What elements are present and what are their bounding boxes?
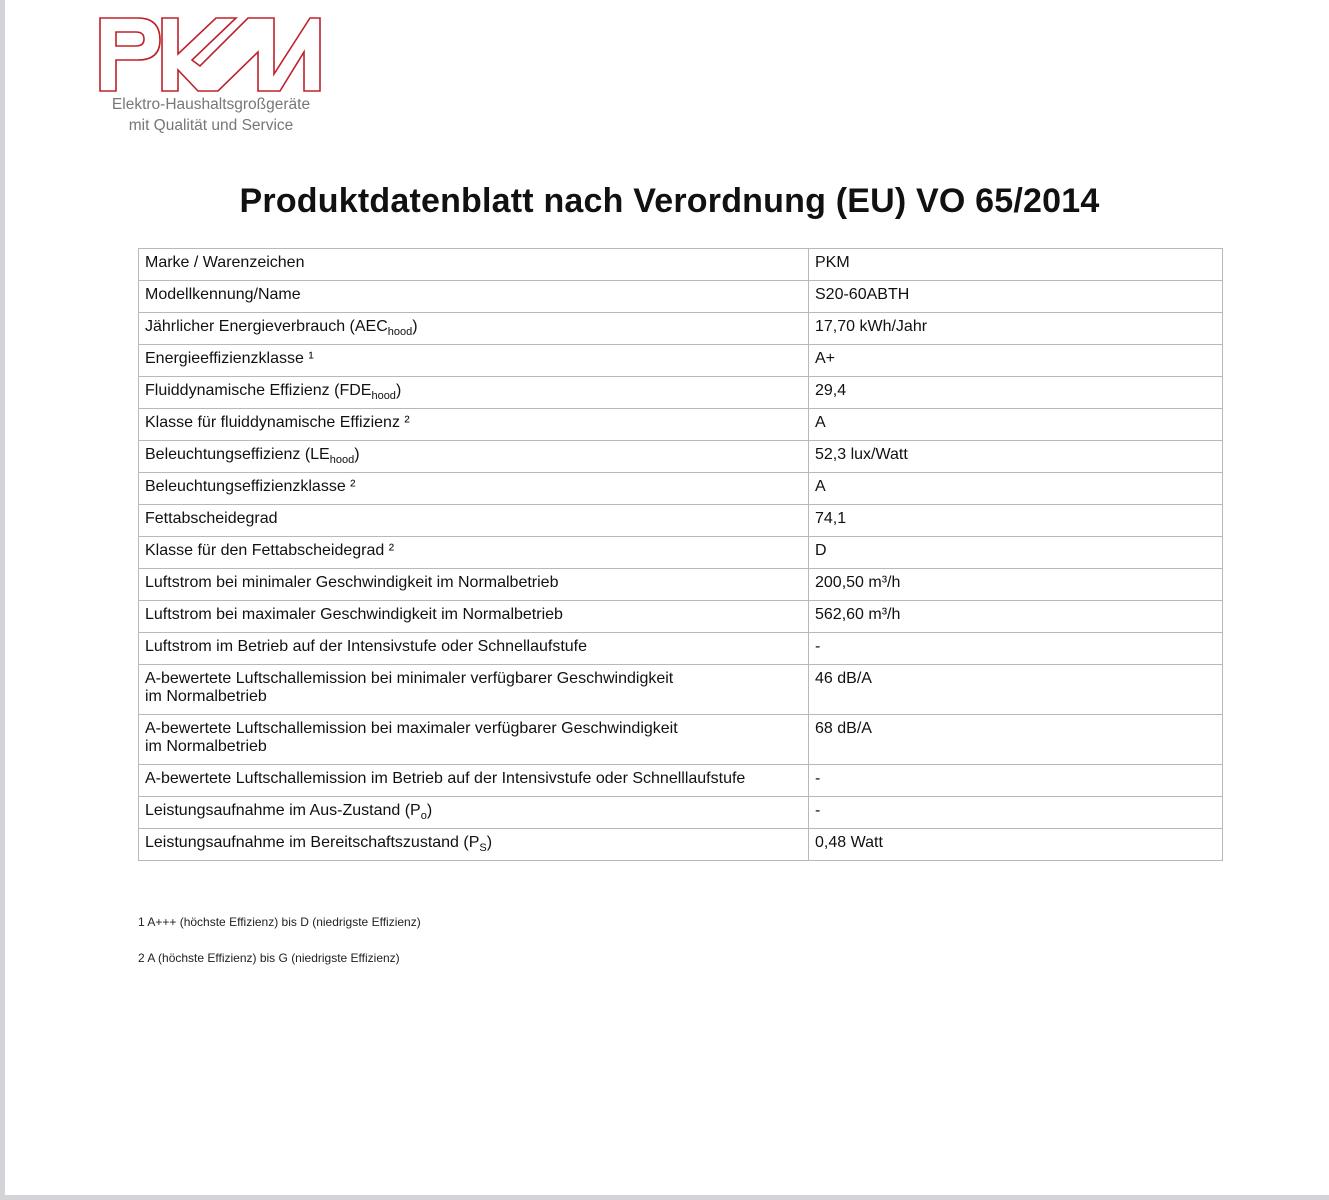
row-value: 562,60 m³/h <box>809 601 1223 633</box>
row-value: S20-60ABTH <box>809 281 1223 313</box>
table-row <box>139 313 1223 345</box>
row-label <box>139 665 809 715</box>
table-row <box>139 797 1223 829</box>
product-data-table <box>138 248 1223 861</box>
row-value: 68 dB/A <box>809 715 1223 765</box>
row-label <box>139 377 809 409</box>
row-label <box>139 829 809 861</box>
row-value: 200,50 m³/h <box>809 569 1223 601</box>
label-text: Klasse für den Fettabscheidegrad ² <box>145 542 395 559</box>
row-value: - <box>809 633 1223 665</box>
label-text: Luftstrom bei maximaler Geschwindigkeit im Normalbetrieb <box>145 606 563 623</box>
label-text: Marke / Warenzeichen <box>145 254 305 271</box>
label-subscript: hood <box>387 326 413 339</box>
row-label <box>139 249 809 281</box>
label-subscript: hood <box>329 454 355 467</box>
label-text: Jährlicher Energieverbrauch (AEC <box>145 318 388 335</box>
table-row <box>139 665 1223 715</box>
label-suffix: ) <box>354 446 360 463</box>
table-row <box>139 441 1223 473</box>
label-text: A-bewertete Luftschallemission bei maximaler verfügbarer Geschwindigkeit <box>145 720 678 737</box>
table-row <box>139 281 1223 313</box>
table-row <box>139 829 1223 861</box>
table-row <box>139 505 1223 537</box>
row-value: A <box>809 409 1223 441</box>
row-label <box>139 409 809 441</box>
label-text: Leistungsaufnahme im Bereitschaftszustand (P <box>145 834 480 851</box>
label-text: Luftstrom bei minimaler Geschwindigkeit im Normalbetrieb <box>145 574 559 591</box>
page-bottom-border <box>0 1195 1329 1200</box>
table-row <box>139 569 1223 601</box>
label-text: Beleuchtungseffizienzklasse ² <box>145 478 356 495</box>
pkm-logo <box>98 14 324 136</box>
label-text: Luftstrom im Betrieb auf der Intensivstufe oder Schnellaufstufe <box>145 638 588 655</box>
label-text: Energieeffizienzklasse ¹ <box>145 350 314 367</box>
pkm-logo-mark <box>98 14 324 94</box>
row-label <box>139 505 809 537</box>
logo-tagline-1: Elektro-Haushaltsgroßgeräte <box>111 96 311 113</box>
row-label <box>139 715 809 765</box>
page-left-border <box>0 0 5 1200</box>
row-value: 74,1 <box>809 505 1223 537</box>
label-text: Fettabscheidegrad <box>145 510 278 527</box>
label-suffix: ) <box>486 834 493 851</box>
page-title: Produktdatenblatt nach Verordnung (EU) VO 65/2014 <box>239 182 1100 220</box>
label-suffix: ) <box>426 802 433 819</box>
row-label <box>139 345 809 377</box>
table-row <box>139 601 1223 633</box>
row-label <box>139 441 809 473</box>
row-label <box>139 601 809 633</box>
label-text: A-bewertete Luftschallemission bei minimaler verfügbarer Geschwindigkeit <box>145 670 674 687</box>
row-value: 46 dB/A <box>809 665 1223 715</box>
label-subscript: o <box>420 810 427 823</box>
row-value: 0,48 Watt <box>809 829 1223 861</box>
row-value: 29,4 <box>809 377 1223 409</box>
row-label <box>139 473 809 505</box>
label-text-line2: im Normalbetrieb <box>145 688 267 705</box>
row-value: - <box>809 797 1223 829</box>
table-row <box>139 249 1223 281</box>
row-label <box>139 633 809 665</box>
table-row <box>139 537 1223 569</box>
label-subscript: hood <box>371 390 396 403</box>
row-label <box>139 537 809 569</box>
label-subscript: S <box>479 842 487 855</box>
row-label <box>139 569 809 601</box>
footnote-1: 1 A+++ (höchste Effizienz) bis D (niedrigste Effizienz) <box>138 915 421 929</box>
row-value: PKM <box>809 249 1223 281</box>
label-text: Beleuchtungseffizienz (LE <box>145 446 330 463</box>
table-row <box>139 765 1223 797</box>
label-text: Leistungsaufnahme im Aus-Zustand (P <box>145 802 421 819</box>
table-row <box>139 409 1223 441</box>
footnote-2: 2 A (höchste Effizienz) bis G (niedrigste Effizienz) <box>138 951 400 965</box>
label-text: Modellkennung/Name <box>145 286 301 303</box>
row-value: - <box>809 765 1223 797</box>
row-label <box>139 765 809 797</box>
table-row <box>139 473 1223 505</box>
label-text: Klasse für fluiddynamische Effizienz ² <box>145 414 410 431</box>
row-value: 52,3 lux/Watt <box>809 441 1223 473</box>
row-label <box>139 281 809 313</box>
table-row <box>139 633 1223 665</box>
table-row <box>139 345 1223 377</box>
logo-tagline-2: mit Qualität und Service <box>128 117 294 134</box>
table-row <box>139 377 1223 409</box>
row-value: D <box>809 537 1223 569</box>
label-suffix: ) <box>412 318 418 335</box>
label-text: Fluiddynamische Effizienz (FDE <box>145 382 372 399</box>
table-row <box>139 715 1223 765</box>
row-label <box>139 797 809 829</box>
row-label <box>139 313 809 345</box>
label-text-line2: im Normalbetrieb <box>145 738 267 755</box>
row-value: A+ <box>809 345 1223 377</box>
label-text: A-bewertete Luftschallemission im Betrieb auf der Intensivstufe oder Schnelllaufstufe <box>145 770 746 787</box>
row-value: 17,70 kWh/Jahr <box>809 313 1223 345</box>
label-suffix: ) <box>395 382 402 399</box>
row-value: A <box>809 473 1223 505</box>
